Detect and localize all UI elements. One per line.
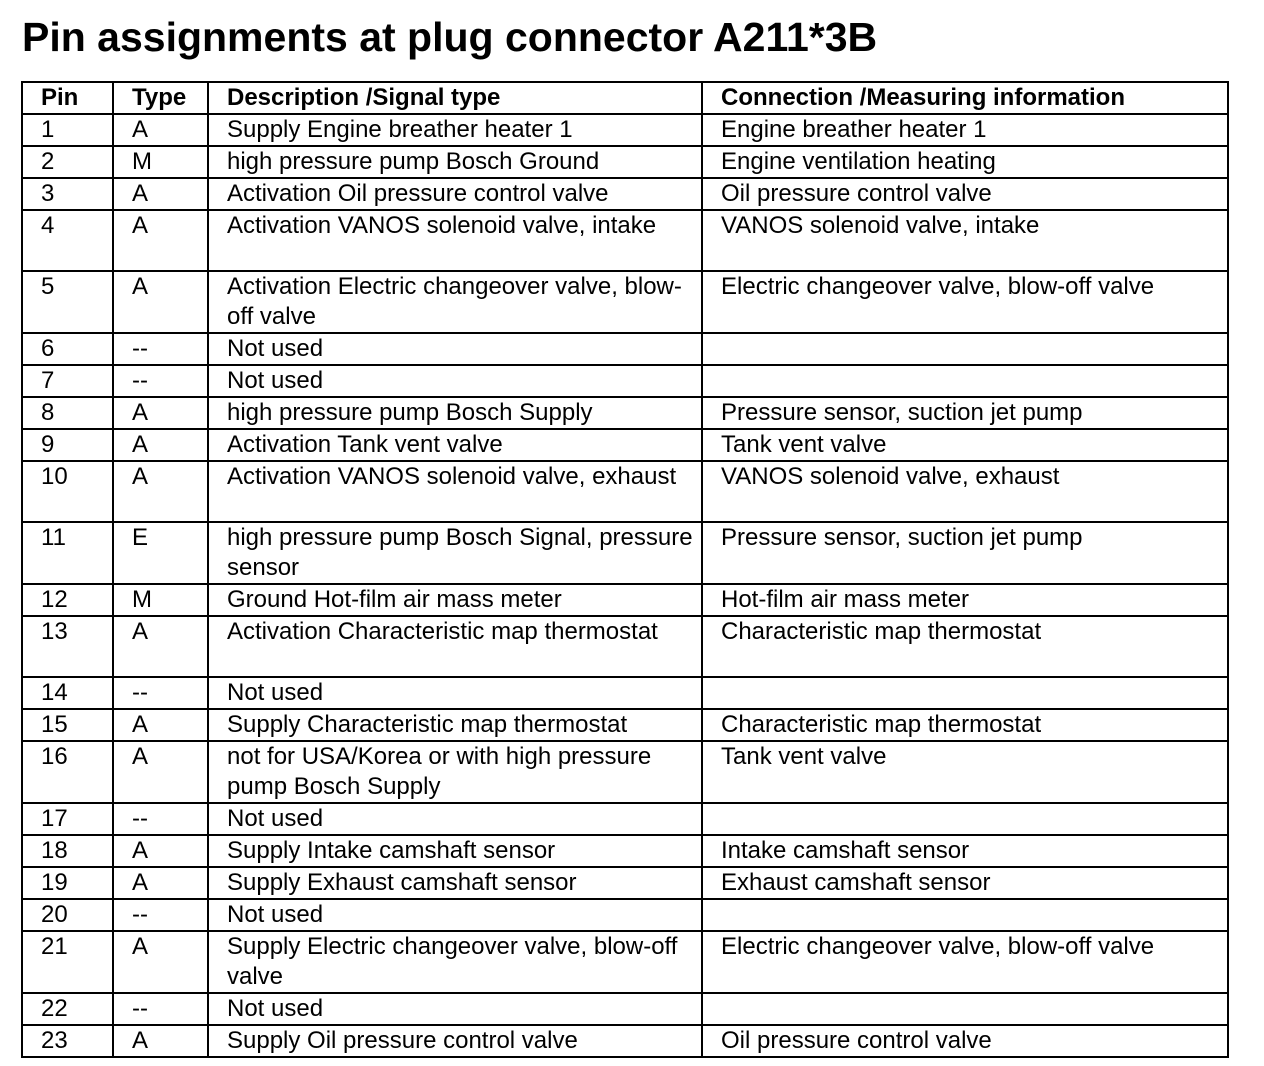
type-cell: A [113, 931, 208, 993]
type-cell: M [113, 584, 208, 616]
type-cell: A [113, 178, 208, 210]
table-row [22, 271, 1228, 333]
description-cell: Supply Exhaust camshaft sensor [208, 867, 702, 899]
connection-cell: Pressure sensor, suction jet pump [702, 522, 1228, 584]
pin-cell: 22 [22, 993, 113, 1025]
table-row [22, 803, 1228, 835]
table-row [22, 931, 1228, 993]
connection-cell: Exhaust camshaft sensor [702, 867, 1228, 899]
pin-cell: 18 [22, 835, 113, 867]
table-row [22, 365, 1228, 397]
table-row [22, 522, 1228, 584]
pin-cell: 20 [22, 899, 113, 931]
description-cell: high pressure pump Bosch Supply [208, 397, 702, 429]
pin-cell: 4 [22, 210, 113, 271]
connection-cell: Oil pressure control valve [702, 178, 1228, 210]
table-row [22, 429, 1228, 461]
type-cell: A [113, 397, 208, 429]
page-title: Pin assignments at plug connector A211*3B [22, 14, 878, 60]
description-cell: Supply Electric changeover valve, blow-off valve [208, 931, 702, 993]
type-cell: A [113, 461, 208, 522]
description-cell: Not used [208, 899, 702, 931]
pin-assignment-table [21, 81, 1229, 1058]
connection-cell [702, 899, 1228, 931]
column-header-type: Type [113, 82, 208, 114]
table-row [22, 397, 1228, 429]
description-cell: Supply Engine breather heater 1 [208, 114, 702, 146]
table-row [22, 677, 1228, 709]
table-row [22, 835, 1228, 867]
description-cell: Supply Intake camshaft sensor [208, 835, 702, 867]
connection-cell [702, 677, 1228, 709]
type-cell: -- [113, 333, 208, 365]
type-cell: A [113, 867, 208, 899]
table-body [22, 114, 1228, 1057]
pin-cell: 16 [22, 741, 113, 803]
type-cell: M [113, 146, 208, 178]
table-row [22, 741, 1228, 803]
type-cell: A [113, 429, 208, 461]
table-row [22, 867, 1228, 899]
type-cell: A [113, 114, 208, 146]
pin-cell: 8 [22, 397, 113, 429]
table-row [22, 584, 1228, 616]
type-cell: -- [113, 365, 208, 397]
pin-cell: 14 [22, 677, 113, 709]
description-cell: Activation Characteristic map thermostat [208, 616, 702, 677]
pin-cell: 10 [22, 461, 113, 522]
table-row [22, 709, 1228, 741]
type-cell: -- [113, 899, 208, 931]
pin-cell: 2 [22, 146, 113, 178]
table-row [22, 210, 1228, 271]
description-cell: Activation Electric changeover valve, blow-off valve [208, 271, 702, 333]
description-cell: Not used [208, 993, 702, 1025]
pin-cell: 15 [22, 709, 113, 741]
connection-cell: Oil pressure control valve [702, 1025, 1228, 1057]
table-row [22, 616, 1228, 677]
table-row [22, 899, 1228, 931]
connection-cell: Electric changeover valve, blow-off valve [702, 271, 1228, 333]
connection-cell: Pressure sensor, suction jet pump [702, 397, 1228, 429]
type-cell: A [113, 835, 208, 867]
pin-cell: 7 [22, 365, 113, 397]
type-cell: A [113, 616, 208, 677]
pin-cell: 23 [22, 1025, 113, 1057]
connection-cell: VANOS solenoid valve, exhaust [702, 461, 1228, 522]
type-cell: A [113, 741, 208, 803]
description-cell: Not used [208, 677, 702, 709]
type-cell: E [113, 522, 208, 584]
type-cell: A [113, 210, 208, 271]
type-cell: A [113, 1025, 208, 1057]
pin-cell: 3 [22, 178, 113, 210]
type-cell: -- [113, 993, 208, 1025]
connection-cell: Characteristic map thermostat [702, 616, 1228, 677]
connection-cell: Engine breather heater 1 [702, 114, 1228, 146]
connection-cell: Characteristic map thermostat [702, 709, 1228, 741]
description-cell: Activation VANOS solenoid valve, exhaust [208, 461, 702, 522]
column-header-pin: Pin [22, 82, 113, 114]
description-cell: not for USA/Korea or with high pressure pump Bosch Supply [208, 741, 702, 803]
connection-cell: VANOS solenoid valve, intake [702, 210, 1228, 271]
table-row [22, 114, 1228, 146]
column-header-description: Description /Signal type [208, 82, 702, 114]
pin-cell: 6 [22, 333, 113, 365]
connection-cell: Engine ventilation heating [702, 146, 1228, 178]
description-cell: Activation Oil pressure control valve [208, 178, 702, 210]
pin-cell: 13 [22, 616, 113, 677]
description-cell: Activation VANOS solenoid valve, intake [208, 210, 702, 271]
description-cell: Activation Tank vent valve [208, 429, 702, 461]
type-cell: -- [113, 803, 208, 835]
pin-cell: 19 [22, 867, 113, 899]
pin-cell: 17 [22, 803, 113, 835]
table-row [22, 461, 1228, 522]
connection-cell: Hot-film air mass meter [702, 584, 1228, 616]
description-cell: Supply Characteristic map thermostat [208, 709, 702, 741]
table-row [22, 333, 1228, 365]
pin-cell: 5 [22, 271, 113, 333]
table-row [22, 1025, 1228, 1057]
connection-cell [702, 803, 1228, 835]
connection-cell: Electric changeover valve, blow-off valve [702, 931, 1228, 993]
pin-cell: 21 [22, 931, 113, 993]
table-header-row [22, 82, 1228, 114]
connection-cell: Tank vent valve [702, 429, 1228, 461]
pin-cell: 12 [22, 584, 113, 616]
connection-cell [702, 333, 1228, 365]
pin-cell: 9 [22, 429, 113, 461]
table-row [22, 993, 1228, 1025]
pin-cell: 11 [22, 522, 113, 584]
description-cell: high pressure pump Bosch Ground [208, 146, 702, 178]
connection-cell: Tank vent valve [702, 741, 1228, 803]
table-row [22, 178, 1228, 210]
connection-cell [702, 993, 1228, 1025]
pin-cell: 1 [22, 114, 113, 146]
type-cell: -- [113, 677, 208, 709]
description-cell: Not used [208, 803, 702, 835]
column-header-connection: Connection /Measuring information [702, 82, 1228, 114]
description-cell: Not used [208, 333, 702, 365]
connection-cell [702, 365, 1228, 397]
description-cell: Supply Oil pressure control valve [208, 1025, 702, 1057]
table-row [22, 146, 1228, 178]
description-cell: Ground Hot-film air mass meter [208, 584, 702, 616]
type-cell: A [113, 271, 208, 333]
connection-cell: Intake camshaft sensor [702, 835, 1228, 867]
description-cell: high pressure pump Bosch Signal, pressure sensor [208, 522, 702, 584]
type-cell: A [113, 709, 208, 741]
description-cell: Not used [208, 365, 702, 397]
